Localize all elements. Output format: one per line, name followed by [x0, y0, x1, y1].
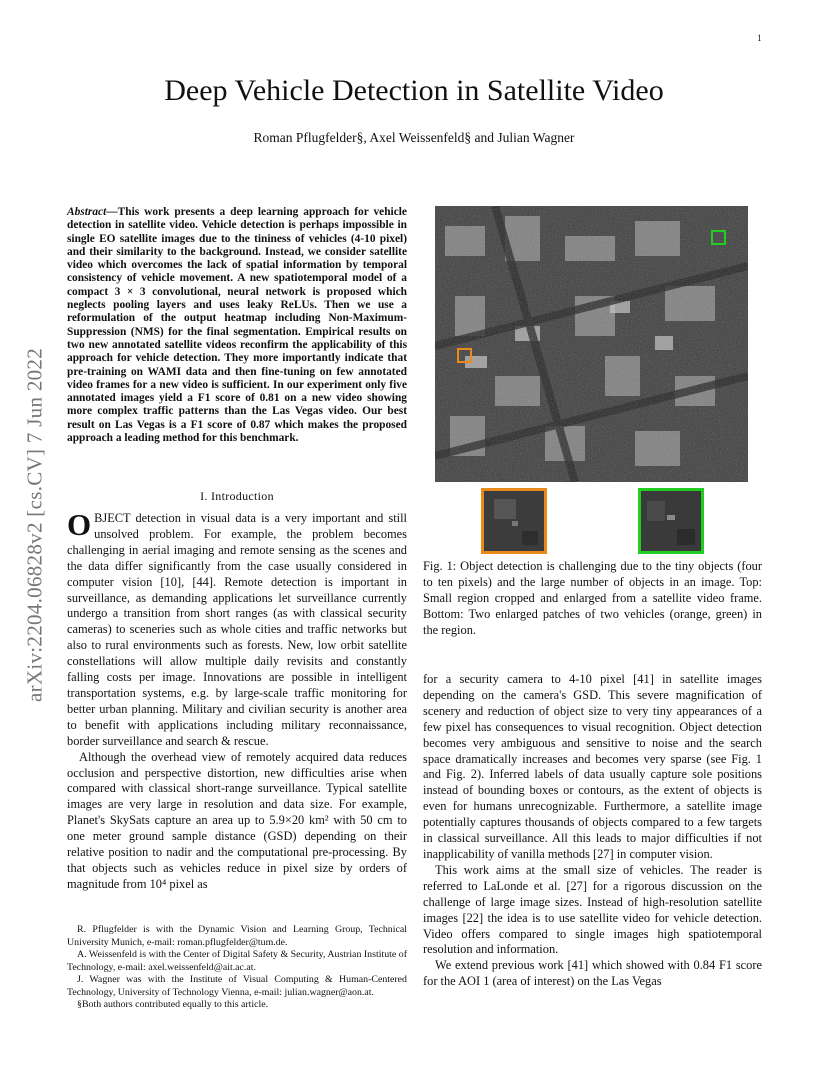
abstract — [67, 206, 407, 445]
green-vehicle-marker — [711, 230, 726, 245]
satellite-image — [435, 206, 748, 482]
right-column-body — [423, 672, 762, 990]
section-heading: I. Introduction — [200, 489, 274, 503]
abstract-lead: Abstract — [67, 206, 107, 218]
green-vehicle-patch — [638, 488, 704, 554]
arxiv-identifier: arXiv:2204.06828v2 [cs.CV] 7 Jun 2022 — [22, 347, 47, 703]
right-paragraph-2: This work aims at the small size of vehicles. The reader is referred to LaLonde et al. [27] for a rigorous discussion on the challenge of large image sizes. Instead of high-resolution satellite images [22] the idea is to use satellite video for vehicle detection. Video offers compared to single images high spatiotemporal resolution and information. — [423, 862, 762, 957]
right-paragraph-3: We extend previous work [41] which showed with 0.84 F1 score for the AOI 1 (area of interest) on the Las Vegas — [423, 958, 762, 989]
footnote-pflugfelder: R. Pflugfelder is with the Dynamic Vision and Learning Group, Technical University Munich, e-mail: roman.pflugfelder@tum.de. — [67, 924, 407, 948]
figure-caption: Fig. 1: Object detection is challenging due to the tiny objects (four to ten pixels) and the large number of objects in an image. Top: Small region cropped and enlarged from a satellite video frame. Bottom: Two enlarged patches of two vehicles (orange, green) in the region. — [423, 559, 762, 637]
author-list: Roman Pflugfelder§, Axel Weissenfeld§ and Julian Wagner — [253, 130, 575, 145]
intro-paragraph-2: Although the overhead view of remotely acquired data reduces occlusion and perspective distortion, new difficulties arise when compared with classical short-range surveillance. Typical satellite images are very large in resolution and data size. For example, Planet's SkySats capture an area up to 5.9×20 km² with 50 cm to one meter ground sample distance (GSD) depending on their relative position to nadir and the computational pre-processing. By that objects such as vehicles reduce in pixel size by orders of magnitude from 10⁴ pixel as — [67, 749, 407, 891]
abstract-text: —This work presents a deep learning approach for vehicle detection in satellite video. Vehicle detection is perhaps impossible in single EO satellite images due to the tininess of vehicles (4-10 pixel) and their similarity to the background. Instead, we consider satellite video which overcomes the lack of spatial information by temporal consistency of vehicle movement. A new spatiotemporal model of a compact 3 × 3 convolutional, neural network is proposed which neglects pooling layers and uses leaky ReLUs. Then we use a reformulation of the output heatmap including Non-Maximum-Suppression (NMS) for the final segmentation. Empirical results on two new annotated satellite videos reconfirm the applicability of this approach for vehicle detection. They more importantly indicate that pre-training on WAMI data and then fine-tuning on few annotated video frames for a new video is sufficient. In our experiment only five annotated images yield a F1 score of 0.81 on a new video showing more complex traffic patterns than the Las Vegas video. Our best result on Las Vegas is a F1 score of 0.87 which makes the proposed approach a leading method for this benchmark. — [67, 206, 407, 445]
footnote-weissenfeld: A. Weissenfeld is with the Center of Digital Safety & Security, Austrian Institute of Technology, e-mail: axel.weissenfeld@ait.ac.at. — [67, 949, 407, 973]
orange-vehicle-patch — [481, 488, 547, 554]
paper-title: Deep Vehicle Detection in Satellite Video — [164, 74, 664, 107]
introduction-body — [67, 507, 407, 893]
page-number: 1 — [757, 33, 762, 43]
footnote-wagner: J. Wagner was with the Institute of Visual Computing & Human-Centered Technology, University of Technology Vienna, e-mail: julian.wagner@aon.at. — [67, 974, 407, 998]
orange-vehicle-marker — [457, 348, 472, 363]
intro-paragraph-1 — [67, 507, 407, 750]
drop-cap: O — [67, 507, 92, 542]
right-paragraph-1: for a security camera to 4-10 pixel [41] in satellite images depending on the camera's GSD. This severe magnification of scenery and reduction of object size to very tiny appearances of a few pixel has consequences to visual recognition. Object detection becomes very ambiguous and sensitive to noise and the search space dramatically increases and becomes very sparse (see Fig. 1 and Fig. 2). Inferred labels of data usually capture sole positions instead of bounding boxes or contours, as the extent of objects is even for humans unrecognizable. Furthermore, a satellite image potentially captures thousands of objects compared to a few targets in classical surveillance. All this leads to major difficulties if not inapplicability of vanilla methods [27] in computer vision. — [423, 672, 762, 861]
arxiv-sidebar — [24, 295, 46, 755]
intro-p1-text: BJECT detection in visual data is a very important and still unsolved problem. For example, the problem becomes challenging in aerial imaging and remote sensing as the scenes and the data differ significantly from the case usually considered in computer vision [10], [44]. Remote detection is important in surveillance, as demanding applications let surveillance currently undergo a transition from short ranges (as with classical security cameras) to sceneries such as whole cities and traffic networks but also to rural environments such as forests. New, low orbit satellite constellations will allow multiple daily revisits and constantly falling costs per image. Innovations are possible in intelligent transportation systems, e.g. by large-scale traffic monitoring for better urban planning. Military and civilian security is another area to benefit with applications including military reconnaissance, border surveillance and search & rescue. — [67, 511, 407, 748]
footnote-equal-contribution: §Both authors contributed equally to this article. — [77, 999, 269, 1010]
footnotes — [67, 924, 407, 1012]
